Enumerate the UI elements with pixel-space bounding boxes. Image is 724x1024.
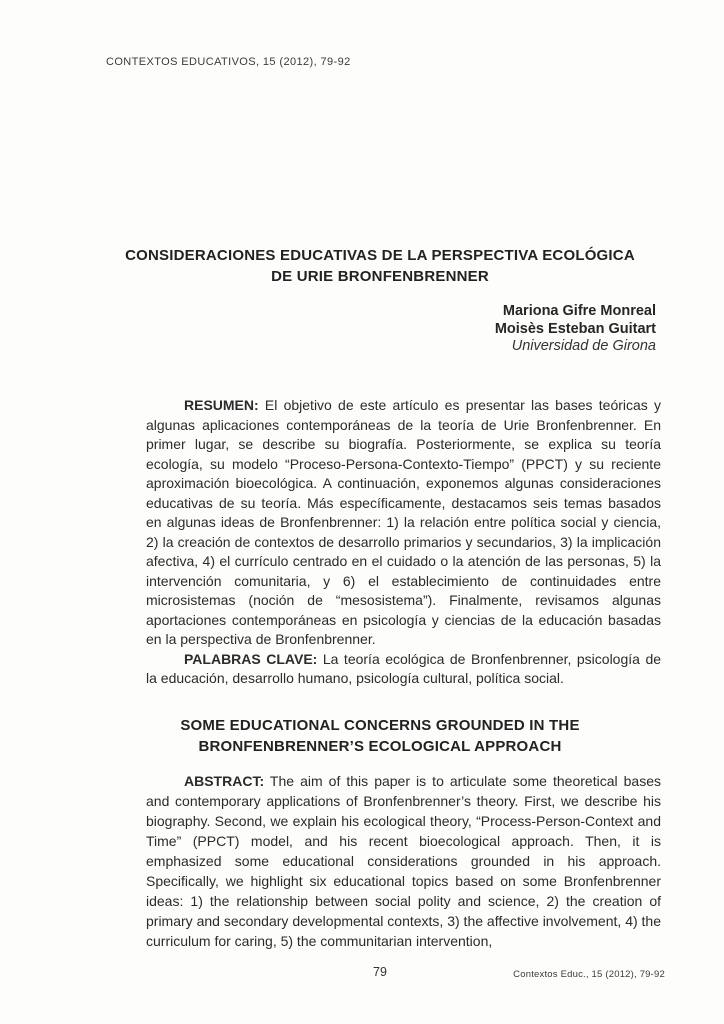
- running-head: CONTEXTOS EDUCATIVOS, 15 (2012), 79-92: [106, 56, 351, 68]
- english-abstract-section: [146, 771, 661, 951]
- resumen-text: El objetivo de este artículo es presentar las bases teóricas y algunas aplicaciones contemporáneas de la teoría de Urie Bronfenbrenner. En primer lugar, se describe su biografía. Posteriormente, se explica su teoría ecología, su modelo “Proceso-Persona-Contexto-Tiempo” (PPCT) y su reciente aproximación bioecológica. A continuación, exponemos algunas consideraciones educativas de su teoría. Más específicamente, destacamos seis temas basados en algunas ideas de Bronfenbrenner: 1) la relación entre política social y ciencia, 2) la creación de contextos de desarrollo primarios y secundarios, 3) la implicación afectiva, 4) el currículo centrado en el cuidado o la atención de las personas, 5) la intervención comunitaria, y 6) el establecimiento de continuidades entre microsistemas (noción de “mesosistema”). Finalmente, revisamos algunas aportaciones contemporáneas en psicología y ciencias de la educación basadas en la perspectiva de Bronfenbrenner.: [146, 397, 662, 647]
- abstract-text: The aim of this paper is to articulate some theoretical bases and contemporary applications of Bronfenbrenner’s theory. First, we describe his biography. Second, we explain his ecological theory, “Process-Person-Context and Time” (PPCT) model, and his recent bioecological approach. Then, it is emphasized some educational considerations grounded in his approach. Specifically, we highlight six educational topics based on some Bronfenbrenner ideas: 1) the relationship between social polity and science, 2) the creation of primary and secondary developmental contexts, 3) the affective involvement, 4) the curriculum for caring, 5) the communitarian intervention,: [146, 773, 661, 949]
- author-block: [495, 303, 656, 356]
- spanish-abstract-section: [146, 396, 661, 689]
- author-affiliation: Universidad de Girona: [511, 338, 656, 354]
- abstract-paragraph: [146, 771, 661, 951]
- article-title-en: [88, 715, 672, 757]
- article-title-en-line-2: BRONFENBRENNER’S ECOLOGICAL APPROACH: [198, 738, 562, 755]
- palabras-clave-paragraph: [146, 650, 661, 689]
- article-title-es: [88, 245, 672, 287]
- author-name-2: Moisès Esteban Guitart: [494, 320, 656, 337]
- resumen-label: RESUMEN:: [184, 397, 259, 413]
- resumen-paragraph: [146, 396, 661, 650]
- article-title-es-line-1: CONSIDERACIONES EDUCATIVAS DE LA PERSPECTIVA ECOLÓGICA: [125, 247, 635, 264]
- article-title-es-line-2: DE URIE BRONFENBRENNER: [271, 268, 489, 285]
- author-name-1: Mariona Gifre Monreal: [502, 303, 656, 319]
- abstract-label: ABSTRACT:: [184, 773, 265, 789]
- palabras-clave-text: La teoría ecológica de Bronfenbrenner, psicología de la educación, desarrollo humano, psicología cultural, política social.: [146, 650, 662, 686]
- page-number: 79: [373, 965, 387, 979]
- palabras-clave-label: PALABRAS CLAVE:: [184, 650, 318, 667]
- article-title-en-line-1: SOME EDUCATIONAL CONCERNS GROUNDED IN THE: [180, 717, 580, 734]
- journal-reference: Contextos Educ., 15 (2012), 79-92: [513, 969, 665, 980]
